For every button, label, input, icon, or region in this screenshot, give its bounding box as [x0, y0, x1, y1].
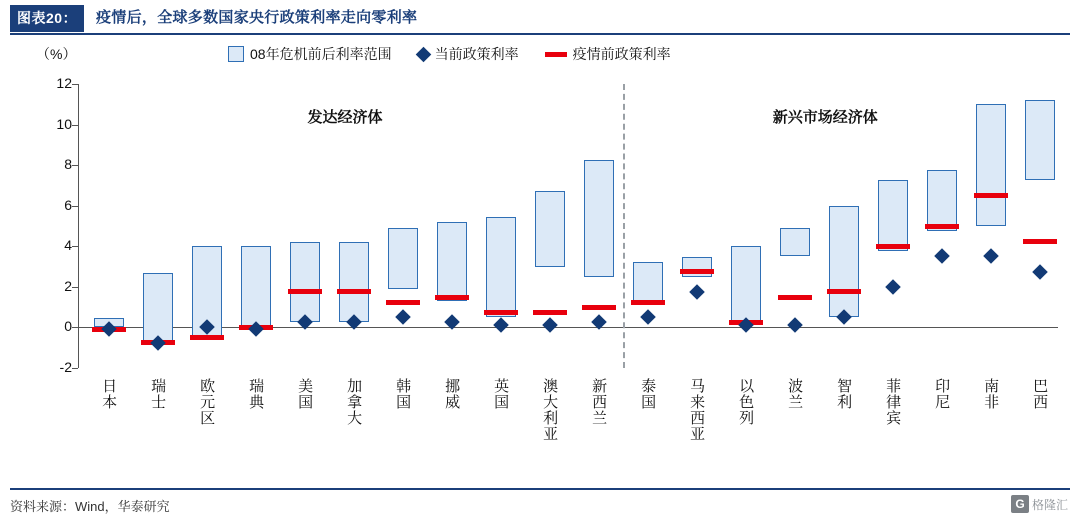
- prepandemic-rate-marker: [925, 224, 959, 229]
- range-bar: [437, 222, 467, 301]
- prepandemic-rate-marker: [974, 193, 1008, 198]
- y-axis-tick-label: 8: [64, 156, 72, 173]
- y-axis-tick-mark: [72, 125, 78, 126]
- figure-badge: 图表20：: [10, 5, 84, 32]
- chart-legend: [228, 44, 671, 64]
- y-axis-tick-label: -2: [59, 359, 72, 375]
- prepandemic-rate-marker: [288, 289, 322, 294]
- range-bar: [927, 170, 957, 231]
- current-rate-marker: [934, 249, 950, 265]
- x-axis-tick-label: 南非: [982, 378, 1000, 410]
- range-bar: [780, 228, 810, 256]
- range-bar: [535, 191, 565, 267]
- range-bar: [388, 228, 418, 289]
- logo-text: 格隆汇: [1031, 497, 1068, 512]
- x-axis-tick-label: 波兰: [786, 378, 804, 410]
- legend-box-icon: [228, 46, 244, 62]
- x-axis-tick-label: 马来西亚: [688, 378, 706, 442]
- group-label-developed: 发达经济体: [307, 109, 383, 126]
- current-rate-marker: [787, 318, 803, 334]
- prepandemic-rate-marker: [827, 289, 861, 294]
- range-bar: [339, 242, 369, 322]
- range-bar: [143, 273, 173, 343]
- prepandemic-rate-marker: [190, 335, 224, 340]
- current-rate-marker: [689, 284, 705, 300]
- y-axis-tick-label: 0: [64, 318, 72, 335]
- zero-line: [78, 327, 1058, 328]
- range-bar: [1025, 100, 1055, 180]
- x-axis-tick-label: 菲律宾: [884, 378, 902, 426]
- y-axis-tick-mark: [72, 246, 78, 247]
- y-axis-unit: （%）: [36, 46, 77, 62]
- x-axis-tick-label: 泰国: [639, 378, 657, 410]
- y-axis-tick-mark: [72, 206, 78, 207]
- range-bar: [976, 104, 1006, 226]
- x-axis-tick-label: 瑞士: [149, 378, 167, 410]
- range-bar: [829, 206, 859, 318]
- prepandemic-rate-marker: [631, 300, 665, 305]
- prepandemic-rate-marker: [435, 295, 469, 300]
- y-axis: [78, 84, 79, 368]
- legend-label-prepandemic: 疫情前政策利率: [572, 46, 671, 62]
- prepandemic-rate-marker: [533, 310, 567, 315]
- chart-header: [0, 0, 1080, 34]
- y-axis-tick-label: 6: [64, 196, 72, 213]
- x-axis-tick-label: 智利: [835, 378, 853, 410]
- current-rate-marker: [885, 279, 901, 295]
- page-title: 疫情后，全球多数国家央行政策利率走向零利率: [96, 9, 418, 26]
- prepandemic-rate-marker: [1023, 239, 1057, 244]
- watermark-logo: [1011, 494, 1068, 514]
- range-bar: [584, 160, 614, 277]
- footer-divider: [10, 488, 1070, 490]
- x-axis-tick-label: 以色列: [737, 378, 755, 426]
- prepandemic-rate-marker: [337, 289, 371, 294]
- range-bar: [241, 246, 271, 327]
- logo-mark-icon: G: [1011, 495, 1029, 513]
- range-bar: [731, 246, 761, 322]
- x-axis-tick-label: 韩国: [394, 378, 412, 410]
- prepandemic-rate-marker: [680, 269, 714, 274]
- y-axis-tick-label: 4: [64, 237, 72, 254]
- x-axis-tick-label: 美国: [296, 378, 314, 410]
- current-rate-marker: [1032, 264, 1048, 280]
- x-axis-tick-label: 澳大利亚: [541, 378, 559, 442]
- y-axis-tick-mark: [72, 165, 78, 166]
- group-label-emerging: 新兴市场经济体: [772, 109, 878, 126]
- range-bar: [290, 242, 320, 322]
- plot-area: [56, 75, 1058, 375]
- prepandemic-rate-marker: [484, 310, 518, 315]
- x-axis-tick-label: 日本: [100, 378, 118, 410]
- current-rate-marker: [493, 318, 509, 334]
- x-axis-tick-label: 新西兰: [590, 378, 608, 426]
- legend-item-current: [418, 44, 519, 64]
- y-axis-tick-mark: [72, 287, 78, 288]
- y-axis-tick-mark: [72, 84, 78, 85]
- range-bar: [486, 217, 516, 317]
- group-divider: [623, 84, 625, 368]
- legend-label-range: 08年危机前后利率范围: [250, 46, 392, 62]
- prepandemic-rate-marker: [582, 305, 616, 310]
- x-axis-tick-label: 欧元区: [198, 378, 216, 426]
- x-axis-tick-label: 瑞典: [247, 378, 265, 410]
- header-divider: [10, 33, 1070, 35]
- current-rate-marker: [542, 318, 558, 334]
- prepandemic-rate-marker: [386, 300, 420, 305]
- y-axis-tick-label: 12: [56, 75, 72, 91]
- current-rate-marker: [640, 310, 656, 326]
- y-axis-tick-label: 10: [56, 115, 72, 132]
- current-rate-marker: [983, 249, 999, 265]
- range-bar: [633, 262, 663, 303]
- y-axis-tick-mark: [72, 368, 78, 369]
- legend-line-icon: [545, 52, 567, 57]
- legend-label-current: 当前政策利率: [434, 46, 519, 62]
- current-rate-marker: [395, 310, 411, 326]
- y-axis-tick-label: 2: [64, 277, 72, 294]
- x-axis-tick-label: 挪威: [443, 378, 461, 410]
- prepandemic-rate-marker: [778, 295, 812, 300]
- prepandemic-rate-marker: [876, 244, 910, 249]
- legend-item-range: [228, 44, 392, 64]
- x-axis-tick-label: 巴西: [1031, 378, 1049, 410]
- x-axis-tick-label: 印尼: [933, 378, 951, 410]
- source-note: 资料来源：Wind，华泰研究: [10, 499, 170, 514]
- x-axis-tick-label: 英国: [492, 378, 510, 410]
- range-bar: [878, 180, 908, 251]
- legend-item-prepandemic: [545, 44, 671, 64]
- x-axis-tick-label: 加拿大: [345, 378, 363, 426]
- legend-diamond-icon: [415, 46, 431, 62]
